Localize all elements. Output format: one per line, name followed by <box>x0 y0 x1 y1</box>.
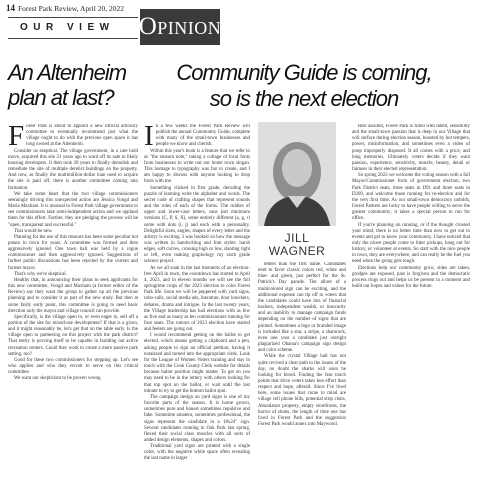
editorial-body <box>8 124 138 474</box>
column-paragraph: Something clicked in first grade, decoding the puzzle of learning write the alphabet and words. The secret code of crafting shapes that represent sounds and the rules of each of the forms. The riddles of upper and lower-case letters, sans just minimum versions (C, P, S, X), some entirely different (a, g, r) some with dots (i, j) and each with a personality. Delightful sizes, angles, shapes of every letter and the artistry is exciting. I was hooked on how the message was written in handwriting and font styles: harsh edges, soft curves, crossing high or low, slanting right or left, even making graphology my sixth grade science project. <box>144 185 250 265</box>
column-paragraph: So spring 2023 we welcome the voting season with a full Mayor/Commissioner form of government election, two Park District seats, three seats in D91 and three seats in D209, and welcome those running for re-election and for the very first time. As our small-town democracy unfolds, Forest Parkers are lucky to have people willing to serve the greater community; it takes a special person to run for office. <box>352 173 470 222</box>
author-portrait-illustration <box>258 122 336 226</box>
dropcap: F <box>8 124 25 152</box>
column-body-1 <box>144 124 250 474</box>
column-paragraph: The campaign design on yard signs is one of my favorite parts of the season. It is home grown, sometimes pure and honest sometimes repulsive and fake. Sometime amateur, sometimes professional, the signs represent the candidate in a 18x24" sign. Several candidates running in Oak Park last spring, flexed their social class muscles with all sorts of added design elements, shapes and colors. <box>144 394 250 443</box>
author-byline <box>258 232 336 258</box>
page-number: 14 <box>6 3 15 13</box>
column-paragraph: Rest assured, Forest Park is filled with talent, sensibility and the small-town passion that is deep in our Village that will surface during election season, boosted by hot tempers, power, misinformation, and sometimes even a video of poop improperly disposed. It all comes with a price, and long memories. Ultimately voters decide if they want passion, experience, sensitivity, muscle, beauty, detail or fairness in their elected representation. <box>352 124 470 173</box>
editorial-paragraph: Consider us skeptical. The village government, in a rare bold move, acquired this site 21 years ago to ward off its sale to likely housing developers. It then took 20 years to finally demolish and remediate the site of multiple derelict buildings on the property. And now, as finally the multimillion-dollar loan used to acquire the site is paid off, there is another committee coming into formation. <box>8 148 138 191</box>
column-paragraph: Elections help our community grow, sides are taken, grudges are exposed, past is forgiven and the democratic process rings out and helps us be present in a moment and build our hopes and values for the future. <box>352 265 470 290</box>
column-paragraph: If you're planning on running, or if the thought crossed your mind, there is no better time than now to get out to events and get to know your community. I have noticed that only the nicest people come to litter pickups, hang out for history, or volunteer at events. So start with the nice people in town, they are everywhere, and can really be the fuel you need when the going gets tough. <box>352 222 470 265</box>
left-headline-line-2: plan at last? <box>8 85 114 110</box>
editorial-paragraph: Healthy that, in announcing their plans to seek applicants for this new committee, Voogd and Maxham (a former editor of the Review) say they want the group to gather up all the previous planning and to consider it as part of the new study. But then at some fairly early point, this committee is going to need basic direction only the mayor and village council can provide. <box>8 277 138 314</box>
editorial-paragraph <box>8 124 138 152</box>
column-body-2 <box>258 262 346 474</box>
our-view-label: OUR VIEW <box>20 22 115 33</box>
main-headline-line-2: so is the next election <box>209 86 399 111</box>
publication-line: Forest Park Review, April 20, 2022 <box>18 3 124 13</box>
author-first-name: JILL <box>284 231 310 245</box>
editorial-paragraph: We take some heart that the two village commissioners seemingly driving this unexpected action are Jessica Voogd and Maria Maxham. It is unusual in Forest Park village government to see commissioners take semi-independent action and we applaud them for this effort. Further, they are pledging the process will be "open, transparent and successful." <box>8 191 138 228</box>
left-headline-line-1: An Altenheim <box>8 60 127 85</box>
paragraph-text: orest Park is about to appoint a new official advisory committee to eventually recommend just what the village ought to do with the precious open space it has long owned at the Altenheim. <box>26 124 138 148</box>
editorial-paragraph: Specifically, is the village open to, or even eager to, sell off a portion of the site for mixed-use development? If that is a given, and it might reasonably be, let's get that on the table early. Is the village open to partnering on this project with the park district? That entity is proving itself to be capable in building out active recreation centers. Could they work to create a more passive park setting, too? <box>8 314 138 357</box>
paragraph-text: n a few weeks the Forest Park Review will publish the annual Community Guide, complete with many of the small-town businesses and people we know and cherish. <box>155 124 250 148</box>
page-header <box>6 2 474 14</box>
column-body-3 <box>352 124 470 474</box>
left-headline <box>8 60 143 110</box>
editorial-paragraph: We want our skepticism to be proven wrong. <box>14 376 102 382</box>
author-last-name: WAGNER <box>268 244 326 258</box>
column-paragraph: While the crystal Village hall has not quite revived a clear path to the issues of the day, no doubt the sharks will soon be looking for blood. Finding the fear touch points that drive voters takes less effort than respect and hope, afterall. Since I've lived here, some issues that come to mind are village cell phone bills, potential strip clubs, Abundance property, empty storefronts, the horror of slums, the length of time one has lived in Forest Park and the suggestion Forest Park would annex into Maywood. <box>258 354 346 428</box>
editorial-paragraph: Good for these two commissioners for stepping up. Let's see who applies and who they recruit to serve on this critical committee. <box>8 357 138 376</box>
editorial-paragraph: Planning for the use of this treasure has been some peculiar hot potato in town for years. A committee was formed and then aggressively ignored. One town hall was held by a rogue commissioner and then aggressively ignored. Suggestions of further public discussions has been rejected by the current and former mayor. <box>8 234 138 271</box>
column-paragraph: Within this year's book is a feature that we refer to as "the ransom note," taking a collage of local fonts from businesses to write out our home town slogan. This homage to typography was fun to create, and I am happy to discuss with anyone looking to drop fonts with me. <box>144 148 250 185</box>
column-paragraph: As we all soak in the last moments of an election-free April in town, the countdown has started to April 4, 2023, and in eleven months we will see the full springtime crops of the 2023 election to color Forest Park life. Soon we will be peppered with yard signs, robo-calls, social media ads, literature, door knockers, debates, drama and intrigue. In the last twenty years, the Village leadership has had elections with as few as five and as many as ten commissioners running for four seats. The rumors of 2023 election have started and feelers are going out. <box>144 265 250 333</box>
section-rule-bottom <box>8 38 138 39</box>
author-photo <box>258 122 336 226</box>
section-rule-top <box>8 17 138 18</box>
column-paragraph: Traditional yard signs are printed with a single color, with the negative white space often revealing the last name in larger <box>144 444 250 462</box>
main-headline-line-1: Community Guide is coming, <box>176 60 432 85</box>
main-headline <box>144 60 464 112</box>
dropcap: I <box>144 124 154 152</box>
opinion-banner: Opinion <box>140 9 220 45</box>
column-paragraph: I would recommend getting on the ballot to get elected, which means getting a clipboard and a pen, asking people to sign an official petition, having it notarized and turned into the appropriate clerk. Look for the League of Women Voters training and stay in touch with the Cook County Clerk website for details because ballot position might matter. To get on you may need to be in the lottery with others looking for that top spot on the ballot, or wait until the last minute to try to get the bottom ballot spot. <box>144 333 250 394</box>
column-paragraph: letters than the first name. Candidates tend to favor classic colors red, white and blue- and green, just perfect for the St. Patrick's Day parade. The allure of a multicolored sign can be exciting, and the additional expense can tip off to voters that the candidates could have lots of financial backers, independent wealth, or insecurity and an inability to manage campaign funds depending on the number of signs that are printed. Sometimes a logo or branded image is included like a star, a stripe, a shamrock, even one year a candidate just outright plagiarized Obama's campaign sign design and color scheme. <box>258 262 346 354</box>
column-paragraph <box>144 124 250 152</box>
editorial-paragraph: That would be new. <box>14 228 53 234</box>
editorial-paragraph: That's why we're skeptical. <box>14 271 67 277</box>
